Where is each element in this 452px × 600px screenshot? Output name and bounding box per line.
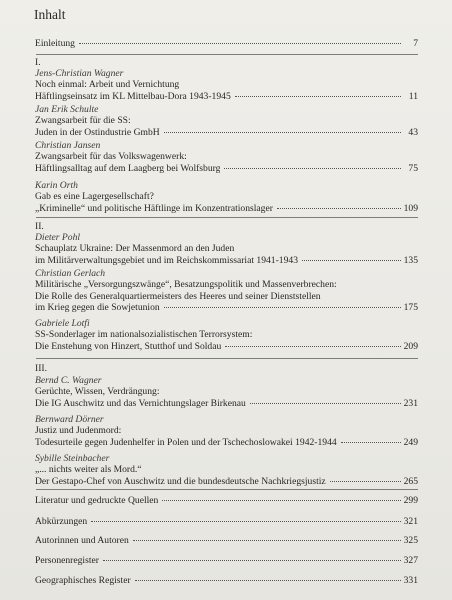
toc-entry[interactable] — [35, 104, 418, 138]
leader-dots — [133, 540, 401, 541]
leader-dots — [225, 346, 400, 347]
leader-dots — [330, 481, 401, 482]
entry-author: Dieter Pohl — [35, 232, 81, 243]
page-number: 175 — [403, 301, 418, 313]
page-number: 321 — [403, 516, 418, 527]
entry-title-line: Juden in der Ostindustrie GmbH — [35, 126, 160, 138]
leader-dots — [164, 307, 401, 308]
leader-dots — [162, 500, 400, 501]
page-number: 327 — [403, 555, 418, 566]
toc-entry[interactable] — [35, 268, 418, 313]
entry-title-line: im Krieg gegen die Sowjetunion — [35, 301, 160, 313]
section-label: II. — [35, 221, 44, 232]
leader-dots — [135, 580, 401, 581]
entry-title-line: Noch einmal: Arbeit und Vernichtung — [35, 79, 180, 91]
leader-dots — [341, 442, 401, 443]
page-number: 325 — [403, 535, 418, 546]
section-divider — [36, 54, 418, 55]
page-number: 7 — [413, 38, 418, 49]
entry-title-line: „Kriminelle“ und politische Häftlinge im Konzentrationslager — [35, 202, 273, 214]
page-number: 43 — [408, 126, 418, 138]
entry-author: Karin Orth — [35, 180, 78, 191]
entry-title-line: Die Rolle des Generalquartiermeisters des Heeres und seiner Dienststellen — [35, 290, 321, 302]
entry-title-line: Die IG Auschwitz und das Vernichtungslager Birkenau — [35, 397, 246, 409]
entry-title-line: Häftlingseinsatz im KL Mittelbau-Dora 1943-1945 — [35, 90, 231, 102]
entry-author: Jens-Christian Wagner — [35, 68, 124, 79]
entry-title-line: Schauplatz Ukraine: Der Massenmord an den Juden — [35, 243, 235, 255]
section-divider — [36, 489, 418, 490]
entry-title: Literatur und gedruckte Quellen — [35, 495, 159, 506]
entry-title-line: SS-Sonderlager im nationalsozialistischen Terrorsystem: — [35, 329, 253, 341]
section-divider — [36, 217, 418, 218]
entry-author: Gabriele Lotfi — [35, 318, 90, 329]
entry-title-line: Der Gestapo-Chef von Auschwitz und die bundesdeutsche Nachkriegsjustiz — [35, 475, 326, 487]
toc-entry-appendix[interactable] — [35, 516, 418, 527]
toc-entry-appendix[interactable] — [35, 575, 418, 586]
entry-title-line: Häftlingsalltag auf dem Laagberg bei Wolfsburg — [35, 162, 221, 174]
entry-title: Geographisches Register — [35, 575, 131, 586]
entry-title-line: Militärische „Versorgungszwänge“, Besatzungspolitik und Massenverbrechen: — [35, 279, 337, 291]
section-label: I. — [35, 57, 41, 68]
entry-title: Abkürzungen — [35, 516, 88, 527]
entry-title-line: Gerüchte, Wissen, Verdrängung: — [35, 386, 160, 398]
leader-dots — [91, 521, 400, 522]
toc-entry-intro[interactable] — [35, 38, 418, 49]
toc-entry-appendix[interactable] — [35, 555, 418, 566]
toc-entry[interactable] — [35, 414, 418, 448]
entry-title-line: Zwangsarbeit für das Volkswagenwerk: — [35, 151, 187, 163]
entry-title-line: Zwangsarbeit für die SS: — [35, 115, 131, 127]
entry-title-line: Die Enstehung von Hinzert, Stutthof und Soldau — [35, 340, 222, 352]
toc-entry[interactable] — [35, 180, 418, 214]
leader-dots — [164, 132, 401, 133]
leader-dots — [235, 96, 401, 97]
entry-title-line: „... nichts weiter als Mord.“ — [35, 464, 142, 476]
leader-dots — [277, 208, 401, 209]
toc-entry[interactable] — [35, 375, 418, 409]
section-label: III. — [35, 363, 47, 374]
page-number: 109 — [403, 202, 418, 214]
toc-entry[interactable] — [35, 140, 418, 174]
toc-entry[interactable] — [35, 453, 418, 487]
entry-author: Bernd C. Wagner — [35, 375, 102, 386]
leader-dots — [302, 260, 401, 261]
entry-author: Christian Jansen — [35, 140, 101, 151]
section-divider — [36, 358, 418, 359]
leader-dots — [79, 43, 401, 44]
entry-author: Sybille Steinbacher — [35, 453, 110, 464]
toc-entry[interactable] — [35, 68, 418, 102]
toc-entry-appendix[interactable] — [35, 495, 418, 506]
page-number: 249 — [403, 436, 418, 448]
page-number: 331 — [403, 575, 418, 586]
page-number: 209 — [403, 340, 418, 352]
page-number: 11 — [408, 90, 418, 102]
entry-title-line: Gab es eine Lagergesellschaft? — [35, 191, 154, 203]
entry-title-line: im Militärverwaltungsgebiet und im Reichskommissariat 1941-1943 — [35, 254, 298, 266]
page-number: 265 — [403, 475, 418, 487]
page-number: 231 — [403, 397, 418, 409]
entry-author: Christian Gerlach — [35, 268, 106, 279]
entry-title: Personenregister — [35, 555, 99, 566]
leader-dots — [224, 168, 401, 169]
page-number: 135 — [403, 254, 418, 266]
leader-dots — [250, 403, 401, 404]
page-number: 75 — [408, 162, 418, 174]
toc-entry[interactable] — [35, 232, 418, 266]
entry-author: Bernward Dörner — [35, 414, 104, 425]
entry-title: Einleitung — [35, 38, 75, 49]
entry-title-line: Todesurteile gegen Judenhelfer in Polen und der Tschechoslowakei 1942-1944 — [35, 436, 337, 448]
entry-title: Autorinnen und Autoren — [35, 535, 129, 546]
page-title: Inhalt — [34, 7, 66, 22]
entry-title-line: Justiz und Judenmord: — [35, 425, 122, 437]
entry-author: Jan Erik Schulte — [35, 104, 99, 115]
toc-entry-appendix[interactable] — [35, 535, 418, 546]
toc-entry[interactable] — [35, 318, 418, 352]
leader-dots — [103, 560, 401, 561]
page-number: 299 — [403, 495, 418, 506]
